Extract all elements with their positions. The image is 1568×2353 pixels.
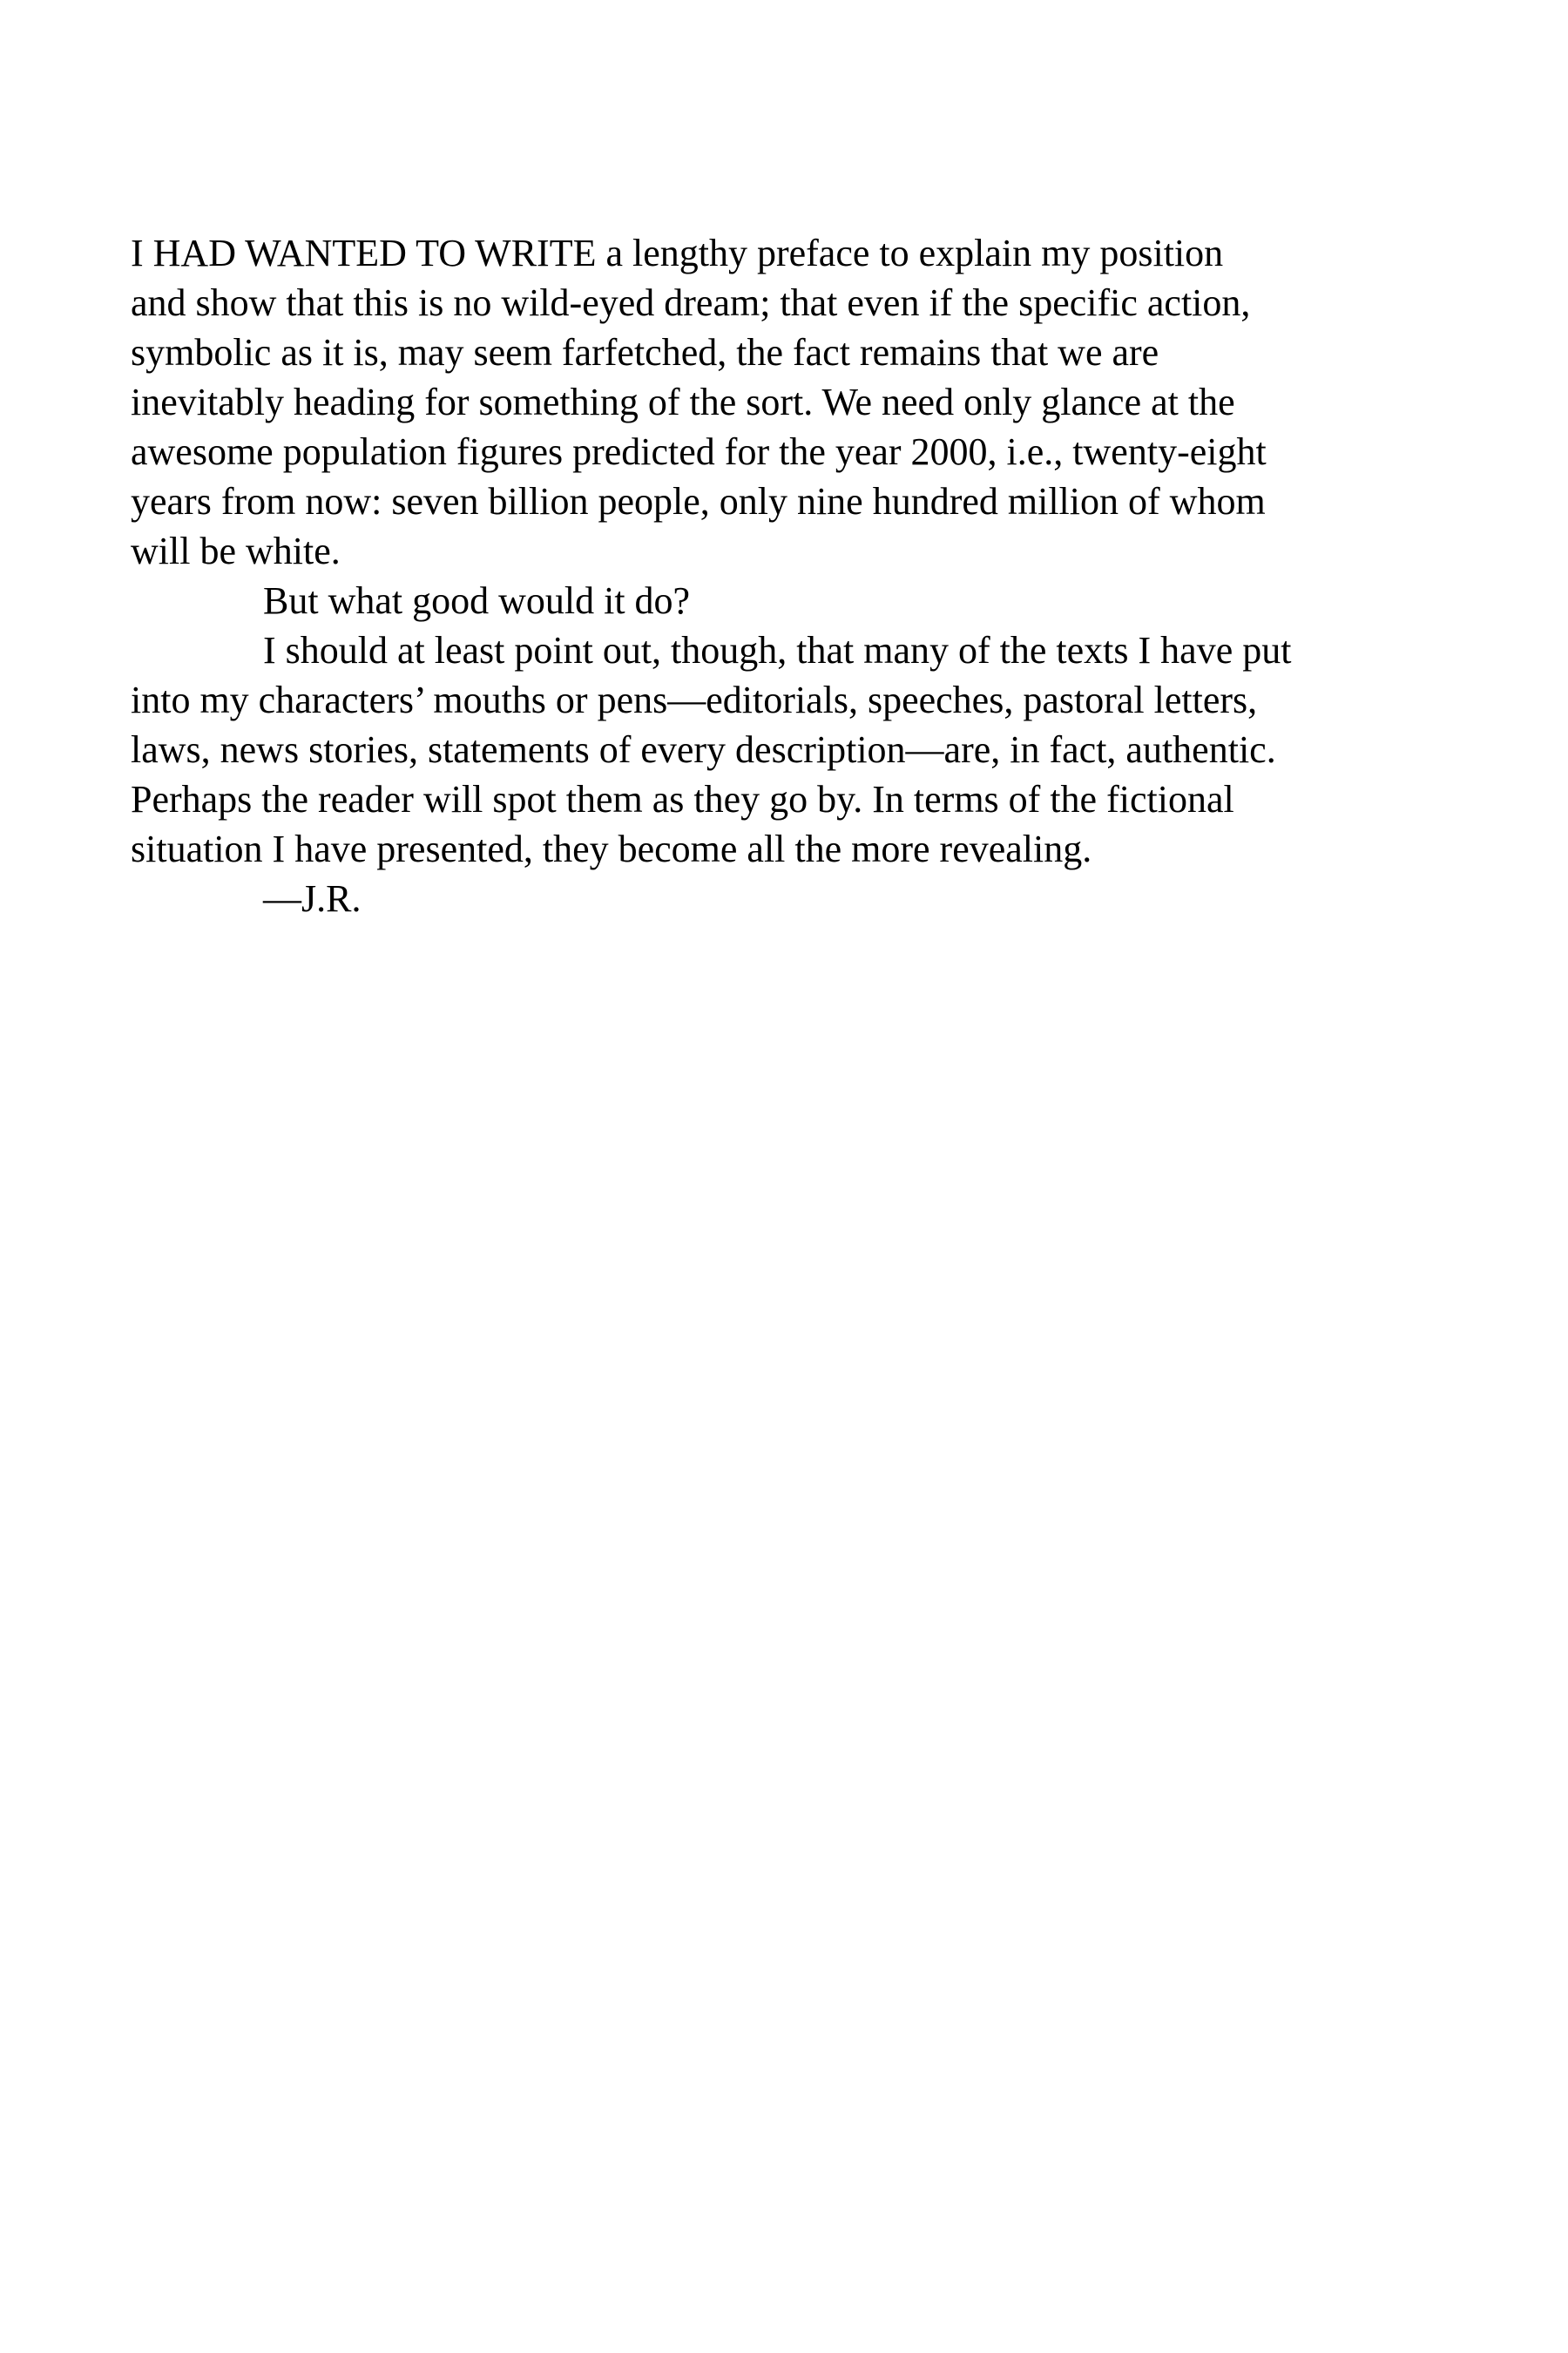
authors-note-text [131,228,1455,923]
text-line: situation I have presented, they become all the more revealing. [131,828,1092,870]
text-line: Perhaps the reader will spot them as they go by. In terms of the fictional [131,778,1234,821]
text-line: years from now: seven billion people, only nine hundred million of whom [131,480,1266,523]
paragraph [131,576,1455,625]
author-signature [131,874,1455,923]
text-line: laws, news stories, statements of every description—are, in fact, authentic. [131,728,1276,771]
text-line: will be white. [131,530,341,572]
text-line: But what good would it do? [263,579,691,622]
paragraph [131,625,1455,874]
text-line: I HAD WANTED TO WRITE a lengthy preface to explain my position [131,232,1224,274]
text-line: —J.R. [263,877,362,920]
text-line: I should at least point out, though, that many of the texts I have put [263,629,1292,672]
text-line: into my characters’ mouths or pens—editorials, speeches, pastoral letters, [131,679,1258,721]
text-line: inevitably heading for something of the sort. We need only glance at the [131,381,1235,423]
text-line: symbolic as it is, may seem farfetched, the fact remains that we are [131,331,1159,374]
text-line: awesome population figures predicted for the year 2000, i.e., twenty-eight [131,430,1267,473]
text-line: and show that this is no wild-eyed dream; that even if the specific action, [131,281,1251,324]
paragraph [131,228,1455,576]
